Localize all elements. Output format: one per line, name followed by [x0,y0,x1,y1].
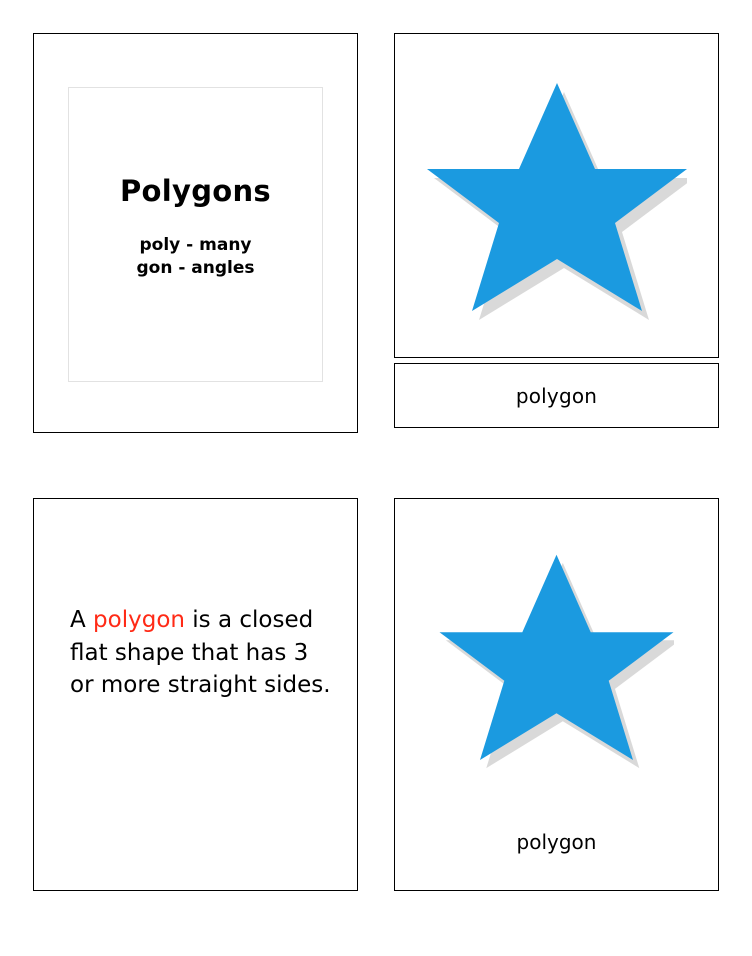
definition-text [70,604,331,702]
definition-card [33,498,358,891]
etymology-line-2: gon - angles [136,257,255,278]
picture-label-card [394,498,719,891]
star-image-holder [395,34,718,357]
etymology-line-1: poly - many [139,234,252,255]
title-block [34,176,357,280]
etymology-block [34,234,357,280]
picture-label-text: polygon [516,830,597,854]
definition-text-before: A [70,607,94,633]
blue-star-icon [439,544,674,769]
star-image-holder-bottom [395,521,718,791]
picture-card [394,33,719,358]
page-title: Polygons [119,174,271,208]
title-card [33,33,358,433]
label-card-text: polygon [515,383,598,408]
blue-star-icon [427,71,687,321]
label-card [394,363,719,428]
star-center [395,521,718,791]
definition-text-after: is a closed flat shape that has 3 or more straight sides. [70,607,331,699]
definition-highlight-word: polygon [93,607,185,633]
